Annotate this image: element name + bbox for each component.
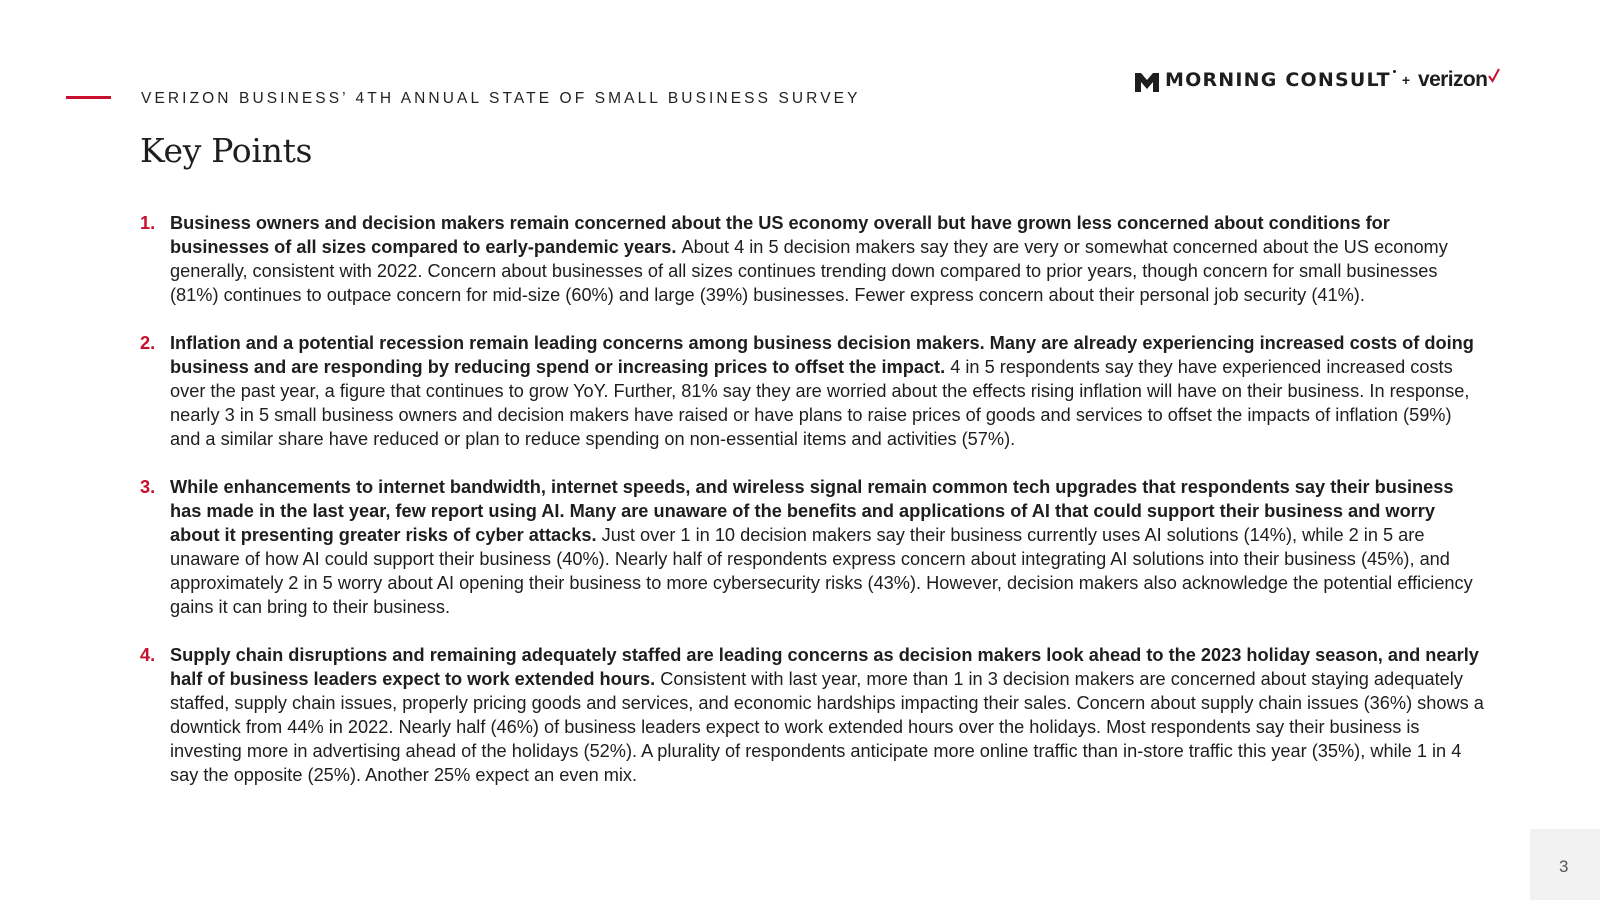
morning-consult-wordmark: MORNING CONSULT [1165,69,1391,91]
accent-rule [66,96,111,99]
point-lead: While enhancements to internet bandwidth, internet speeds, and wireless signal remain common tech upgrades that respondents say their business has made in the last year, few report using AI. Many are unaware of the benefits and applications of AI that could support their business and worry about it presenting greater risks of cyber attacks. [170,477,1454,545]
survey-eyebrow: VERIZON BUSINESS’ 4TH ANNUAL STATE OF SMALL BUSINESS SURVEY [141,90,861,107]
key-point-2 [140,331,1485,451]
point-number: 2. [140,333,156,353]
key-point-3 [140,475,1485,619]
point-lead: Business owners and decision makers remain concerned about the US economy overall but have grown less concerned about conditions for businesses of all sizes compared to early-pandemic years. [170,213,1390,257]
logo-plus: + [1401,72,1410,88]
point-body: Consistent with last year, more than 1 in 3 decision makers are concerned about staying adequately staffed, supply chain issues, properly pricing goods and services, and economic hardships impacting their sales. Concern about supply chain issues (36%) shows a downtick from 44% in 2022. Nearly half (46%) of business leaders expect to work extended hours over the holidays. Most respondents say their business is investing more in advertising ahead of the holidays (52%). A plurality of respondents anticipate more online traffic than in-store traffic this year (35%), while 1 in 4 say the opposite (25%). Another 25% expect an even mix. [170,669,1484,785]
page-title: Key Points [140,131,313,170]
page-number: 3 [1559,857,1569,876]
verizon-wordmark: verizon [1418,68,1488,91]
point-lead: Inflation and a potential recession remain leading concerns among business decision makers. Many are already experiencing increased costs of doing business and are responding by reducing spend or increasing prices to offset the impact. [170,333,1474,377]
point-lead: Supply chain disruptions and remaining adequately staffed are leading concerns as decision makers look ahead to the 2023 holiday season, and nearly half of business leaders expect to work extended hours. [170,645,1479,689]
partner-logo-lockup [1135,67,1500,93]
point-body: 4 in 5 respondents say they have experienced increased costs over the past year, a figure that continues to grow YoY. Further, 81% say they are worried about the effects rising inflation will have on their business. In response, nearly 3 in 5 small business owners and decision makers have raised or have plans to raise prices of goods and services to offset the impacts of inflation (59%) and a similar share have reduced or plan to reduce spending on non-essential items and activities (57%). [170,357,1470,449]
point-body: Just over 1 in 10 decision makers say their business currently uses AI solutions (14%), while 2 in 5 are unaware of how AI could support their business (40%). Nearly half of respondents express concern about integrating AI solutions into their business (45%), and approximately 2 in 5 worry about AI opening their business to more cybersecurity risks (43%). However, decision makers also acknowledge the potential efficiency gains it can bring to their business. [170,525,1473,617]
verizon-checkmark-icon [1488,68,1500,83]
morning-consult-mark-icon [1135,69,1159,92]
point-number: 4. [140,645,156,665]
key-point-1 [140,211,1485,307]
trademark-dot [1393,70,1396,73]
point-number: 3. [140,477,156,497]
point-body: About 4 in 5 decision makers say they are very or somewhat concerned about the US economy generally, consistent with 2022. Concern about businesses of all sizes continues trending down compared to prior years, though concern for small businesses (81%) continues to outpace concern for mid-size (60%) and large (39%) businesses. Fewer express concern about their personal job security (41%). [170,237,1448,305]
point-number: 1. [140,213,156,233]
key-points-list [140,211,1485,811]
key-point-4 [140,643,1485,787]
